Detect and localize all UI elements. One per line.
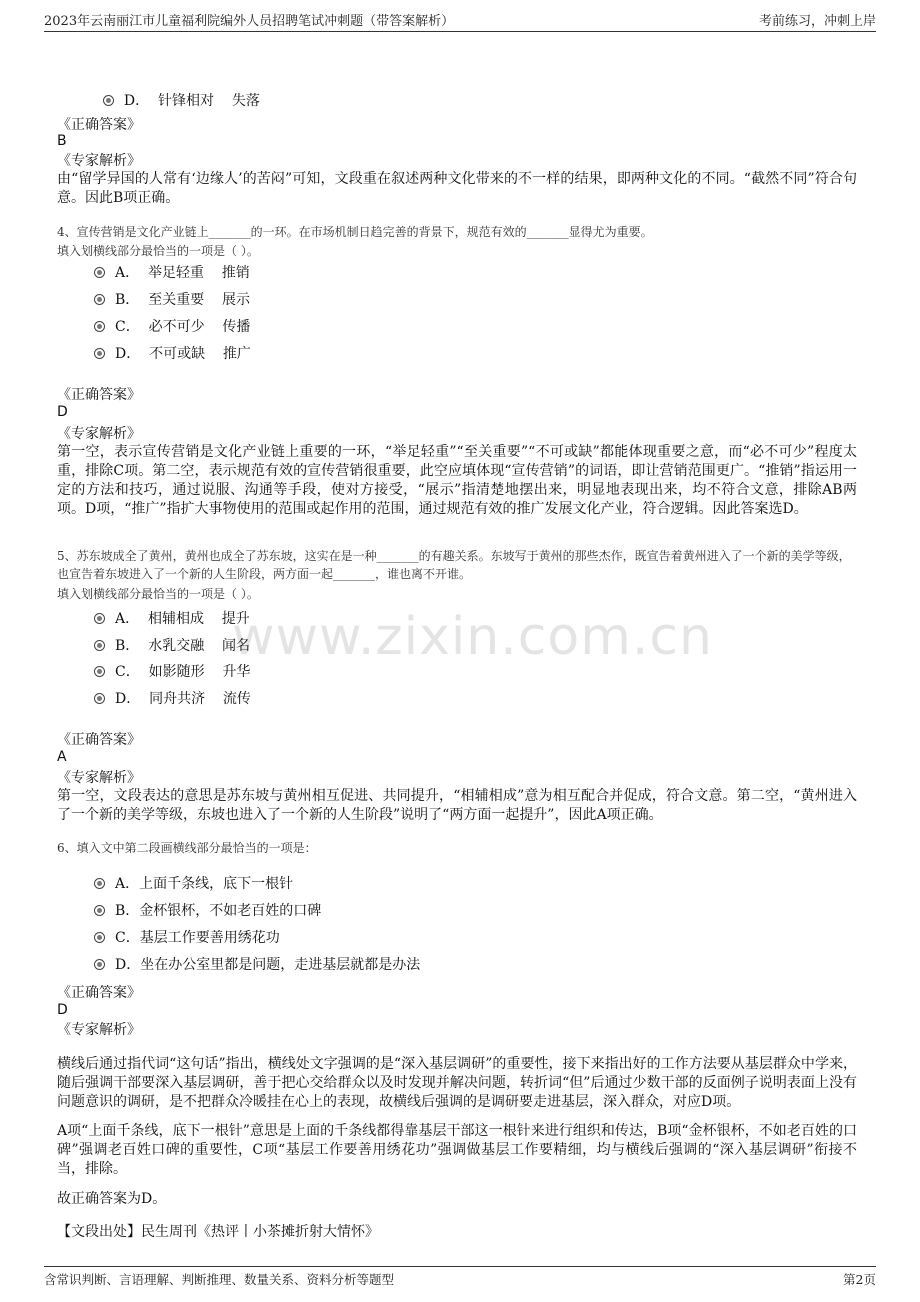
header-divider	[44, 31, 876, 32]
option-label: C．基层工作要善用绣花功	[115, 930, 280, 946]
q4-option-b[interactable]	[94, 290, 250, 310]
q5-answer-heading: 《正确答案》	[57, 732, 141, 748]
q5-option-d[interactable]	[94, 689, 251, 709]
watermark: www.zixin.com.cn	[232, 607, 713, 667]
radio-icon[interactable]	[94, 640, 105, 651]
radio-icon[interactable]	[94, 878, 105, 889]
footer-topics: 含常识判断、言语理解、判断推理、数量关系、资料分析等题型	[44, 1272, 395, 1287]
header-slogan: 考前练习，冲刺上岸	[758, 14, 876, 29]
q3-analysis: 由“留学异国的人常有‘边缘人’的苦闷”可知，文段重在叙述两种文化带来的不一样的结果，即两种文化的不同。“截然不同”符合句意。因此B项正确。	[57, 171, 857, 206]
q6-stem: 6、填入文中第二段画横线部分最恰当的一项是：	[57, 841, 317, 855]
option-label: C． 如影随形 升华	[115, 664, 251, 680]
q3-analysis-heading: 《专家解析》	[57, 153, 141, 169]
page-number: 第2页	[843, 1272, 876, 1287]
q4-option-d[interactable]	[94, 344, 251, 364]
option-label: D．坐在办公室里都是问题，走进基层就都是办法	[115, 957, 421, 973]
option-label: D． 针锋相对 失落	[123, 93, 260, 109]
q5-answer: A	[57, 749, 67, 765]
option-label: D． 不可或缺 推广	[115, 346, 251, 362]
option-label: A． 相辅相成 提升	[115, 611, 250, 627]
q6-analysis-heading: 《专家解析》	[57, 1022, 141, 1038]
option-label: B． 至关重要 展示	[115, 292, 250, 308]
q5-option-b[interactable]	[94, 636, 250, 656]
q5-analysis: 第一空，文段表达的意思是苏东坡与黄州相互促进、共同提升，“相辅相成”意为相互配合并促成，符合文意。第二空，“黄州进入了一个新的美学等级，东坡也进入了一个新的人生阶段”说明了“两方面一起提升”，因此A项正确。	[57, 788, 857, 823]
q4-answer-heading: 《正确答案》	[57, 387, 141, 403]
q5-stem: 5、苏东坡成全了黄州，黄州也成全了苏东坡，这实在是一种_______的有趣关系。东坡写于黄州的那些杰作，既宣告着黄州进入了一个新的美学等级，也宣告着东坡进入了一个新的人生阶段，两方面一起_______，谁也离不开谁。	[57, 549, 851, 581]
option-label: D． 同舟共济 流传	[115, 691, 251, 707]
q6-source: 【文段出处】民生周刊《热评丨小茶摊折射大情怀》	[57, 1224, 379, 1240]
q3-option-d[interactable]	[94, 71, 260, 111]
q5-analysis-heading: 《专家解析》	[57, 770, 141, 786]
q4-instruction: 填入划横线部分最恰当的一项是（ ）。	[57, 244, 259, 258]
q4-option-a[interactable]	[94, 263, 250, 283]
option-label: A． 举足轻重 推销	[115, 265, 250, 281]
q6-analysis-p1: 横线后通过指代词“这句话”指出，横线处文字强调的是“深入基层调研”的重要性，接下来指出好的工作方法要从基层群众中学来，随后强调干部要深入基层调研，善于把心交给群众以及时发现并解决问题，转折词“但”后通过少数干部的反面例子说明表面上没有问题意识的调研，是不把群众冷暖挂在心上的表现，故横线后强调的是调研要走进基层，深入群众，对应D项。	[57, 1056, 857, 1110]
radio-icon[interactable]	[94, 267, 105, 278]
q3-answer-heading: 《正确答案》	[57, 117, 141, 133]
q6-answer-heading: 《正确答案》	[57, 985, 141, 1001]
radio-icon[interactable]	[94, 613, 105, 624]
q6-conclusion: 故正确答案为D。	[57, 1191, 167, 1207]
document-title: 2023年云南丽江市儿童福利院编外人员招聘笔试冲刺题（带答案解析）	[44, 14, 455, 29]
radio-icon[interactable]	[103, 95, 114, 106]
footer-divider	[44, 1266, 876, 1267]
radio-icon[interactable]	[94, 693, 105, 704]
radio-icon[interactable]	[94, 905, 105, 916]
option-label: C． 必不可少 传播	[115, 319, 251, 335]
q4-analysis: 第一空，表示宣传营销是文化产业链上重要的一环，“举足轻重”“至关重要”“不可或缺”都能体现重要之意，而“必不可少”程度太重，排除C项。第二空，表示规范有效的宣传营销很重要，此空应填体现“宣传营销”的词语，即让营销范围更广。“推销”指运用一定的方法和技巧，通过说服、沟通等手段，使对方接受，“展示”指清楚地摆出来，明显地表现出来，均不符合文意，排除AB两项。D项，“推广”指扩大事物使用的范围或起作用的范围，通过规范有效的推广发展文化产业，符合逻辑。因此答案选D。	[57, 444, 857, 517]
q6-option-b[interactable]	[94, 901, 321, 921]
page-header	[44, 10, 876, 32]
option-label: B． 水乳交融 闻名	[115, 638, 250, 654]
radio-icon[interactable]	[94, 294, 105, 305]
q4-stem: 4、宣传营销是文化产业链上_______的一环。在市场机制日趋完善的背景下，规范有效的_______显得尤为重要。	[57, 225, 653, 239]
q3-answer: B	[57, 133, 67, 149]
q6-option-c[interactable]	[94, 928, 280, 948]
q6-option-d[interactable]	[94, 955, 420, 975]
q6-answer: D	[57, 1002, 68, 1018]
page-footer	[44, 1270, 876, 1288]
q5-instruction: 填入划横线部分最恰当的一项是（ ）。	[57, 587, 259, 601]
q6-analysis-p2: A项“上面千条线，底下一根针”意思是上面的千条线都得靠基层干部这一根针来进行组织和传达，B项“金杯银杯，不如老百姓的口碑”强调老百姓口碑的重要性，C项“基层工作要善用绣花功”强调做基层工作要精细，均与横线后强调的“深入基层调研”衔接不当，排除。	[57, 1123, 857, 1177]
radio-icon[interactable]	[94, 348, 105, 359]
q5-option-a[interactable]	[94, 609, 250, 629]
q5-option-c[interactable]	[94, 662, 250, 682]
option-label: A．上面千条线，底下一根针	[115, 876, 294, 892]
radio-icon[interactable]	[94, 666, 105, 677]
option-label: B．金杯银杯，不如老百姓的口碑	[115, 903, 322, 919]
q4-answer: D	[57, 404, 68, 420]
radio-icon[interactable]	[94, 321, 105, 332]
radio-icon[interactable]	[94, 932, 105, 943]
q6-option-a[interactable]	[94, 874, 293, 894]
q4-analysis-heading: 《专家解析》	[57, 426, 141, 442]
q4-option-c[interactable]	[94, 317, 250, 337]
radio-icon[interactable]	[94, 959, 105, 970]
